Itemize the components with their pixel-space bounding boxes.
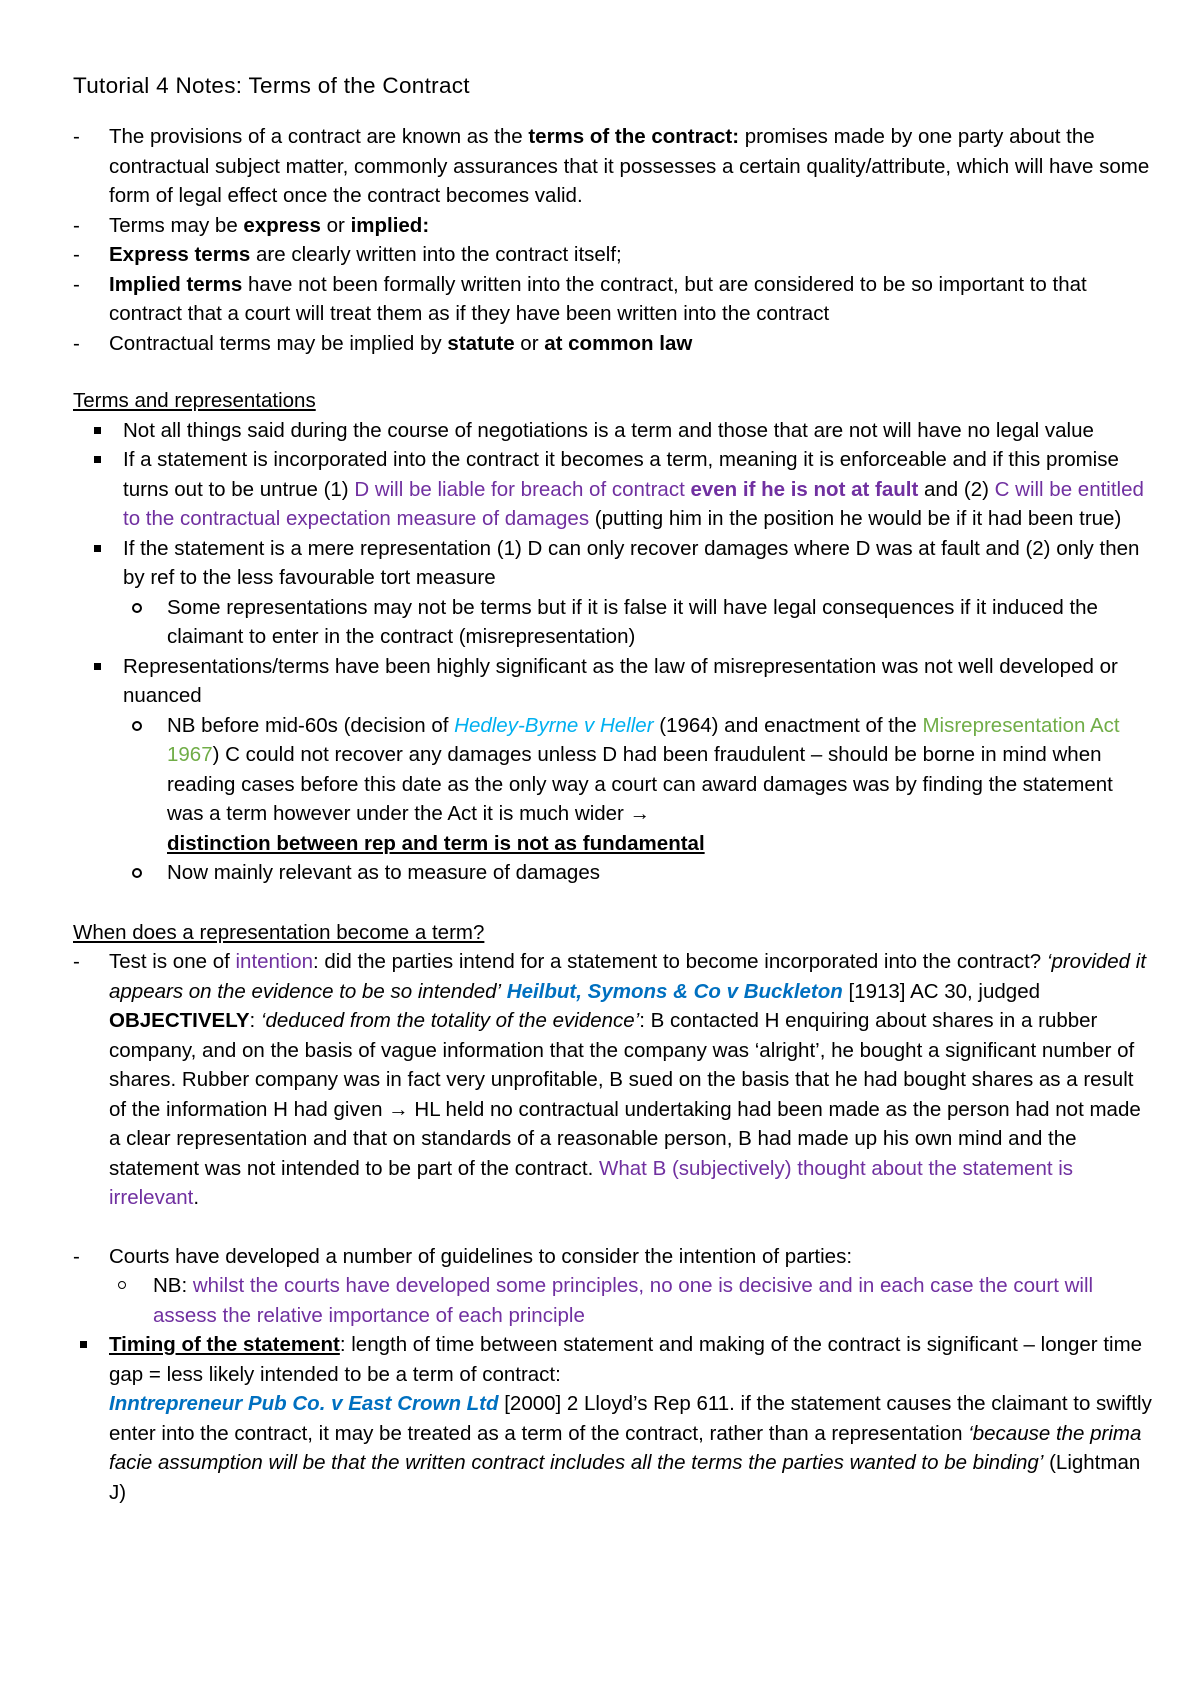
arrow-icon: → bbox=[388, 1097, 409, 1121]
list-item: - The provisions of a contract are known as the terms of the contract: promises made by one party about the contractual subject matter, commonly assurances that it possesses a certain quality/attribute, which will have some form of legal effect once the contract becomes valid. bbox=[73, 122, 1153, 211]
arrow-icon: → bbox=[629, 802, 651, 825]
intro-list bbox=[73, 122, 1153, 358]
list-item: Some representations may not be terms but if it is false it will have legal consequences if it induced the claimant to enter in the contract (misrepresentation) bbox=[123, 593, 1153, 652]
list-item: NB: whilst the courts have developed some principles, no one is decisive and in each case the court will assess the relative importance of each principle bbox=[109, 1271, 1153, 1330]
list-item: - Implied terms have not been formally written into the contract, but are considered to be so important to that contract that a court will treat them as if they have been written into the contract bbox=[73, 270, 1153, 329]
sub-list bbox=[109, 1271, 1153, 1330]
terms-representations-list bbox=[87, 416, 1153, 888]
list-item: - Express terms are clearly written into the contract itself; bbox=[73, 240, 1153, 270]
list-item: - Courts have developed a number of guidelines to consider the intention of parties: NB: whilst the courts have developed some principles, no one is decisive and in each case the court will assess the relative importance of each principle bbox=[73, 1242, 1153, 1331]
sub-list bbox=[123, 593, 1153, 652]
sub-list bbox=[123, 711, 1153, 888]
page-title: Tutorial 4 Notes: Terms of the Contract bbox=[73, 73, 470, 98]
list-item: If the statement is a mere representation (1) D can only recover damages where D was at fault and (2) only then by ref to the less favourable tort measure Some representations may not be terms but if it is false it will have legal consequences if it induced the claimant to enter in the contract (misrepresentation) bbox=[87, 534, 1153, 652]
case-citation: Inntrepreneur Pub Co. v East Crown Ltd bbox=[109, 1392, 499, 1415]
list-item: - Test is one of intention: did the parties intend for a statement to become incorporated into the contract? ‘provided it appears on the evidence to be so intended’ Heilbut, Symons & Co v Buckleton [1913] AC 30, judged OBJECTIVELY: ‘deduced from the totality of the evidence’: B contacted H enquiring about shares in a rubber company, and on the basis of vague information that the company was ‘alright’, he bought a significant number of shares. Rubber company was in fact very unprofitable, B sued on the basis that he had bought shares as a result of the information H had given → HL held no contractual undertaking had been made as the person had not made a clear representation and that on standards of a reasonable person, B had made up his own mind and the statement was not intended to be part of the contract. What B (subjectively) thought about the statement is irrelevant. bbox=[73, 947, 1153, 1213]
list-item: NB before mid-60s (decision of Hedley-Byrne v Heller (1964) and enactment of the Misrepresentation Act 1967) C could not recover any damages unless D had been fraudulent – should be borne in mind when reading cases before this date as the only way a court can award damages was by finding the statement was a term however under the Act it is much wider → distinction between rep and term is not as fundamental bbox=[123, 711, 1153, 859]
list-item: Now mainly relevant as to measure of damages bbox=[123, 858, 1153, 888]
section-heading: Terms and representations bbox=[73, 389, 316, 412]
list-item: - Contractual terms may be implied by statute or at common law bbox=[73, 329, 1153, 359]
list-item: Representations/terms have been highly significant as the law of misrepresentation was not well developed or nuanced NB before mid-60s (decision of Hedley-Byrne v Heller (1964) and enactment of the Misrepresentation Act 1967) C could not recover any damages unless D had been fraudulent – should be borne in mind when reading cases before this date as the only way a court can award damages was by finding the statement was a term however under the Act it is much wider → distinction between rep and term is not as fundamental Now mainly relevant as to measure of damages bbox=[87, 652, 1153, 888]
guidelines-list bbox=[73, 1330, 1153, 1507]
intention-list bbox=[73, 947, 1153, 1330]
list-item: Not all things said during the course of negotiations is a term and those that are not will have no legal value bbox=[87, 416, 1153, 446]
section-heading: When does a representation become a term? bbox=[73, 920, 485, 944]
document-page bbox=[73, 70, 1153, 1507]
statute-citation: Misrepresentation Act 1967 bbox=[167, 713, 1120, 766]
case-citation: Hedley-Byrne v Heller bbox=[454, 713, 654, 737]
list-item: - Terms may be express or implied: bbox=[73, 211, 1153, 241]
case-citation: Heilbut, Symons & Co v Buckleton bbox=[506, 979, 843, 1003]
list-item: Timing of the statement: length of time between statement and making of the contract is significant – longer time gap = less likely intended to be a term of contract: Inntrepreneur Pub Co. v East Crown Ltd [2000] 2 Lloyd’s Rep 611. if the statement causes the claimant to swiftly enter into the contract, it may be treated as a term of the contract, rather than a representation ‘because the prima facie assumption will be that the written contract includes all the terms the parties wanted to be binding’ (Lightman J) bbox=[73, 1330, 1153, 1507]
spacer bbox=[73, 1213, 1153, 1242]
list-item: If a statement is incorporated into the contract it becomes a term, meaning it is enforceable and if this promise turns out to be untrue (1) D will be liable for breach of contract even if he is not at fault and (2) C will be entitled to the contractual expectation measure of damages (putting him in the position he would be if it had been true) bbox=[87, 445, 1153, 534]
